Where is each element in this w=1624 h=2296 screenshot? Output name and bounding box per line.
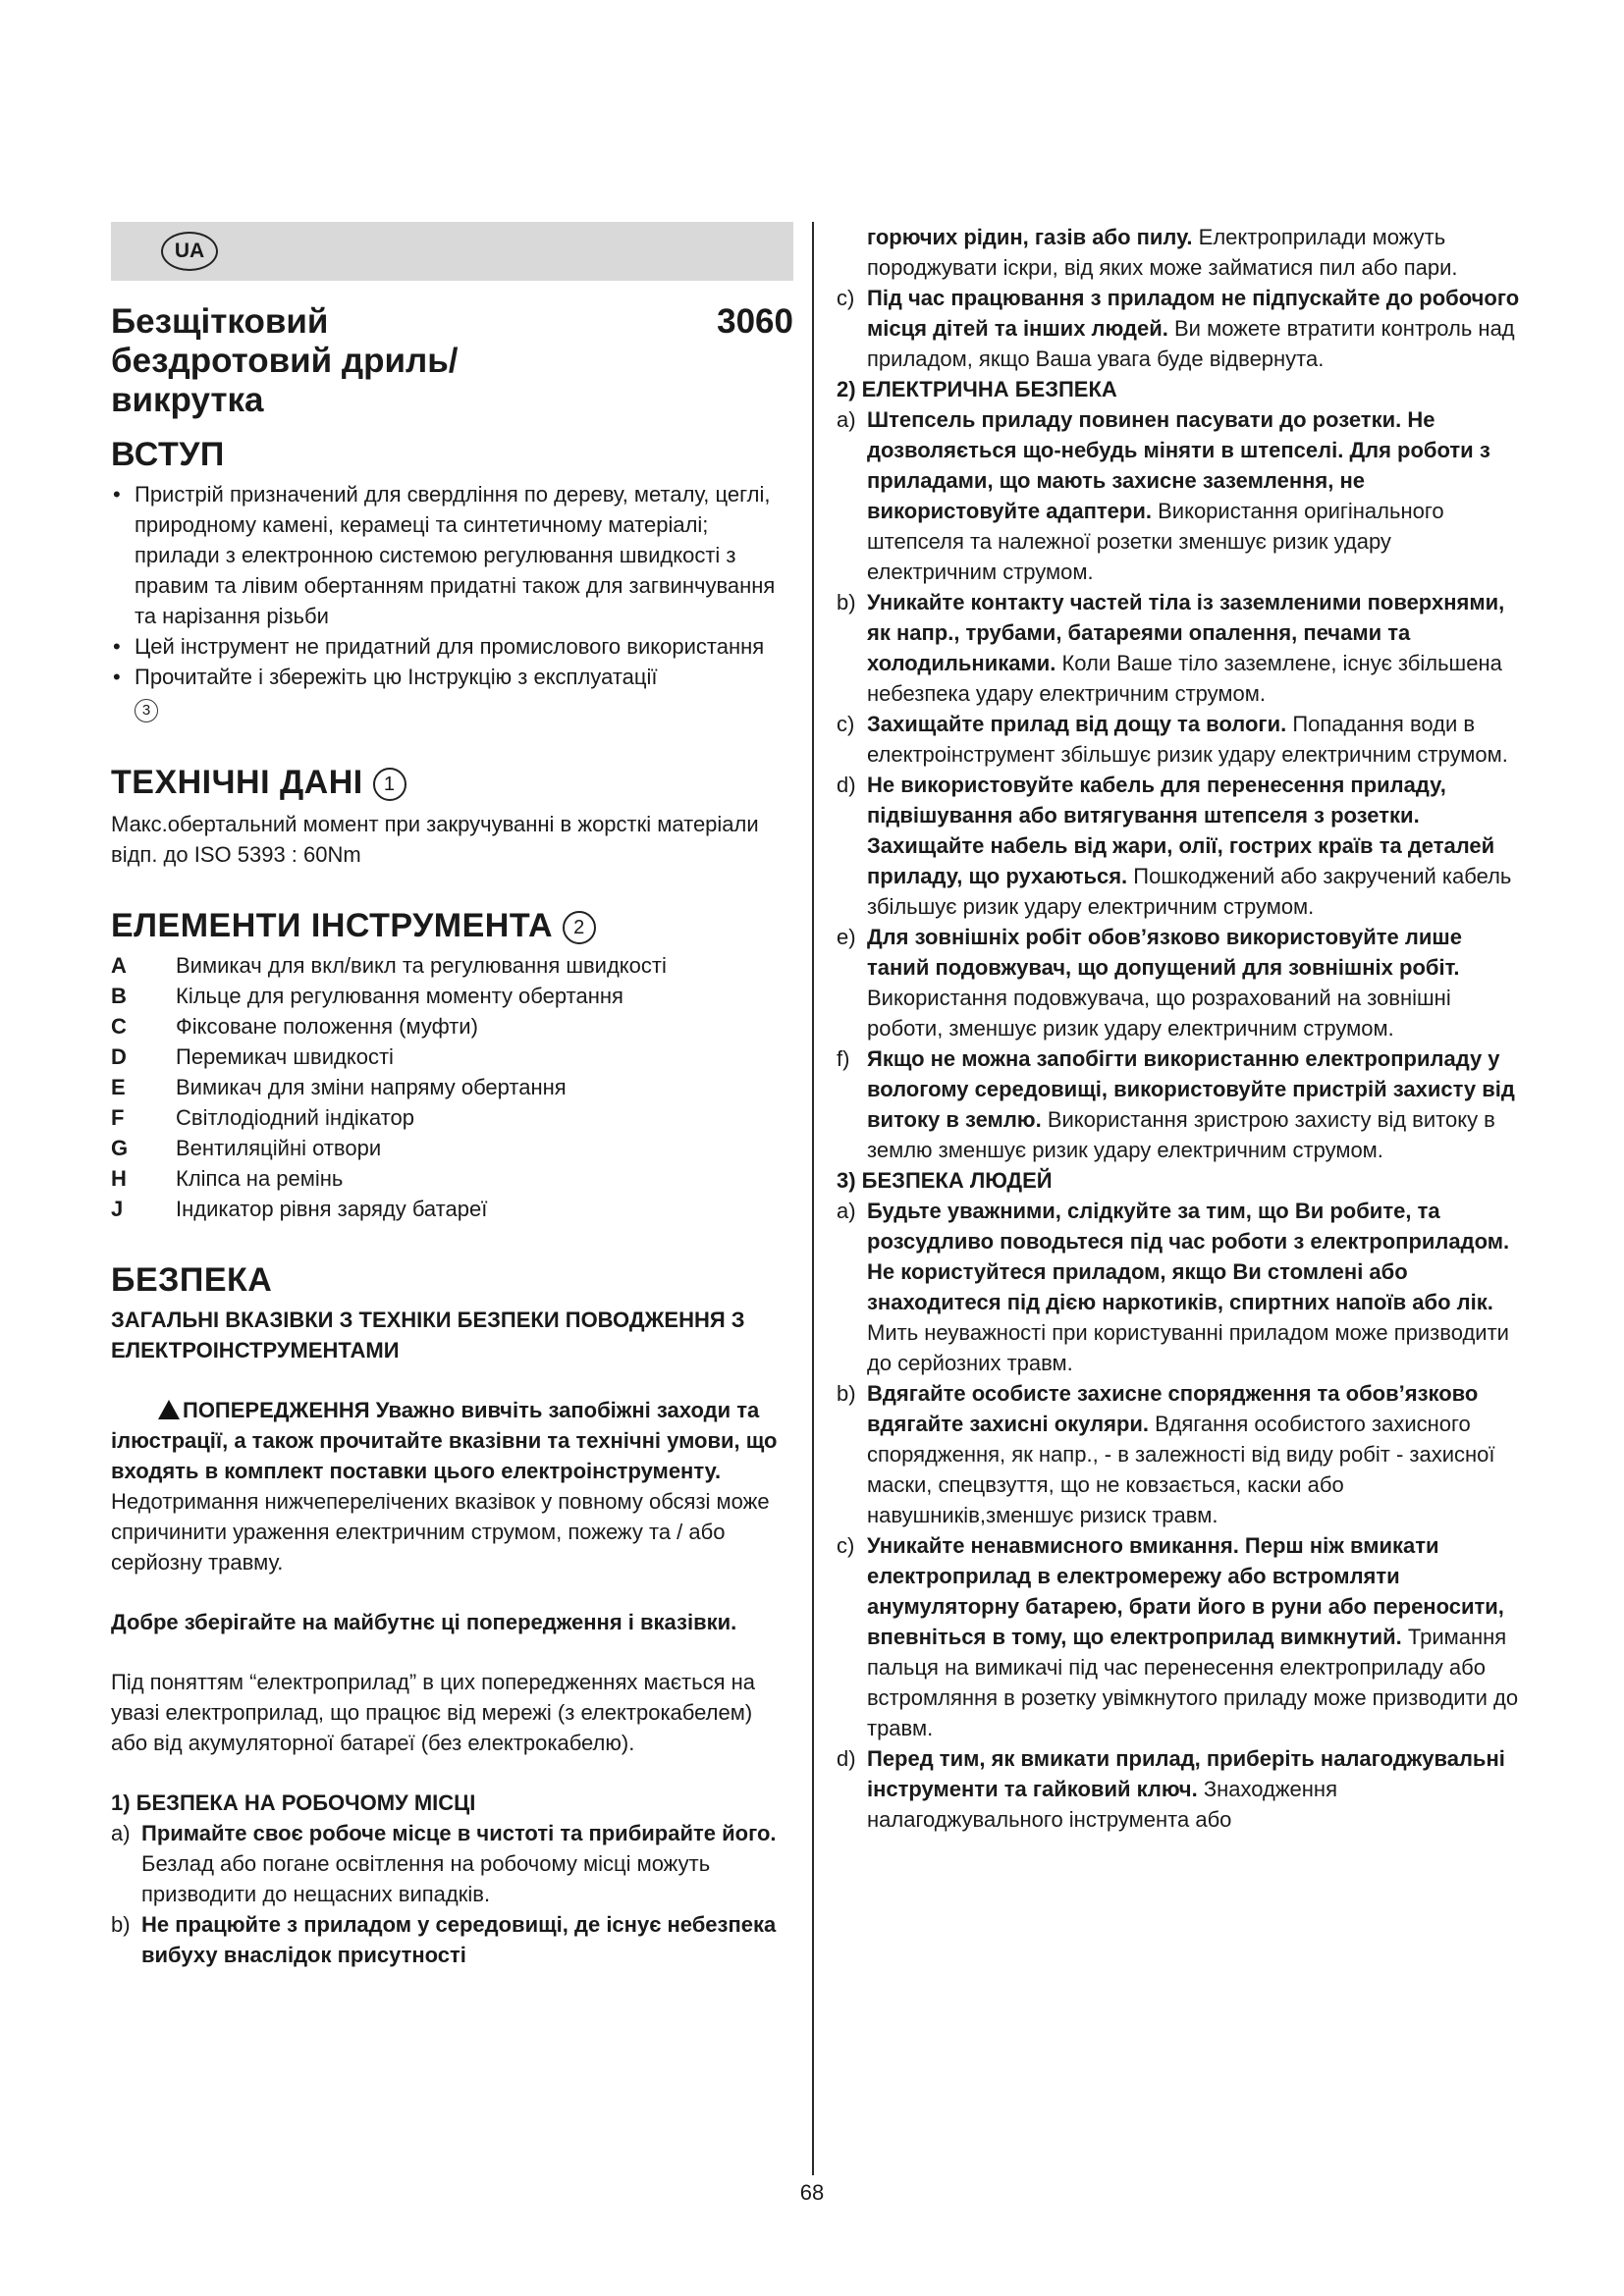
- keep-note: Добре зберігайте на майбутнє ці попередження і вказівки.: [111, 1610, 737, 1634]
- electrical-item-f: f) Якщо не можна запобігти використанню електроприладу у вологому середовищі, використовуйте пристрій захисту від витоку в землю. Використання зристрою захисту від витоку в землю зменшує ризик удару електричним струмом.: [837, 1046, 1515, 1162]
- element-row: F Світлодіодний індікатор: [111, 1105, 414, 1130]
- element-row: C Фіксоване положення (муфти): [111, 1014, 478, 1039]
- electrical-item-a: a) Штепсель приладу повинен пасувати до розетки. Не дозволяється що-небудь міняти в штепселі. Для роботи з приладами, що мають захисне заземлення, не використовуйте адаптери. Використання оригінального штепселя та належної розетки зменшує ризик удару електричним струмом.: [837, 407, 1490, 584]
- figure-ref-3: 3: [135, 699, 158, 722]
- personal-heading: 3) БЕЗПЕКА ЛЮДЕЙ: [837, 1168, 1053, 1193]
- personal-item-d: d) Перед тим, як вмикати прилад, приберіть налагоджувальні інструменти та гайковий ключ. Знаходження налагоджувального інструмента або: [837, 1746, 1505, 1832]
- work-area-item-b-cont: горючих рідин, газів або пилу. Електроприлади можуть породжувати іскри, від яких може займатися пил або пари.: [867, 225, 1458, 280]
- elements-list: [111, 950, 793, 1224]
- electrical-item-c: c) Захищайте прилад від дощу та вологи. Попадання води в електроінструмент збільшує ризик удару електричним струмом.: [837, 712, 1508, 767]
- title-row: [111, 302, 793, 420]
- tech-heading: ТЕХНІЧНІ ДАНІ 1: [111, 762, 793, 803]
- personal-item-a: a) Будьте уважними, слідкуйте за тим, що Ви робите, та розсудливо поводьтеся під час роботи з електроприладом. Не користуйтеся приладом, якщо Ви стомлені або знаходитеся під дією наркотиків, спиртних напоїв або лік. Мить неуважності при користуванні приладом може призводити до серйозних травм.: [837, 1199, 1510, 1375]
- title-line: бездротовий дриль/: [111, 342, 459, 380]
- title-line: Безщітковий: [111, 302, 329, 341]
- intro-list: [111, 479, 793, 722]
- element-row: A Вимикач для вкл/викл та регулювання швидкості: [111, 953, 667, 978]
- work-area-item-c: c) Під час працювання з приладом не підпускайте до робочого місця дітей та інших людей. Ви можете втратити контроль над приладом, якщо Ваша увага буде відвернута.: [837, 286, 1520, 371]
- language-bar: [111, 222, 793, 281]
- intro-bullet: • Цей інструмент не придатний для промислового використання: [111, 631, 793, 662]
- work-area-item-a: a) Примайте своє робоче місце в чистоті та прибирайте його. Безлад або погане освітлення на робочому місці можуть призводити до нещасних випадків.: [111, 1821, 777, 1906]
- title-line: викрутка: [111, 381, 264, 419]
- element-row: B Кільце для регулювання моменту обертання: [111, 984, 623, 1008]
- work-area-heading: 1) БЕЗПЕКА НА РОБОЧОМУ МІСЦІ: [111, 1790, 476, 1815]
- electrical-item-e: e) Для зовнішніх робіт обов’язково використовуйте лише таний подовжувач, що допущений для зовнішніх робіт. Використання подовжувача, що розрахований на зовнішні роботи, зменшує ризик удару електричним струмом.: [837, 925, 1462, 1041]
- element-row: G Вентиляційні отвори: [111, 1136, 382, 1160]
- model-number: 3060: [717, 302, 793, 341]
- right-column: [837, 222, 1526, 1835]
- element-row: J Індикатор рівня заряду батареї: [111, 1197, 488, 1221]
- electrical-item-b: b) Уникайте контакту частей тіла із заземленими поверхнями, як напр., трубами, батареями опалення, печами та холодильниками. Коли Ваше тіло заземлене, існує збільшена небезпека удару електричним струмом.: [837, 590, 1505, 706]
- figure-ref-1: 1: [373, 768, 406, 801]
- work-area-item-b: b) Не працюйте з приладом у середовищі, де існує небезпека вибуху внаслідок присутності: [111, 1912, 777, 1967]
- intro-bullet: • Пристрій призначений для свердління по дереву, металу, цеглі, природному камені, керамеці та синтетичному матеріалі; прилади з електронною системою регулювання швидкості з правим та лівим обертанням придатні також для загвинчування та нарізання різьби: [111, 479, 793, 631]
- warning-paragraph: !ПОПЕРЕДЖЕННЯ Уважно вивчіть запобіжні заходи та ілюстрації, а також прочитайте вказівни та технічні умови, що входять в комплект поставки цього електроінструменту. Недотримання нижчеперелічених вказівок у повному обсязі може спричинити ураження електричним струмом, пожежу та / або серйозну травму.: [111, 1395, 793, 1577]
- personal-item-b: b) Вдягайте особисте захисне спорядження та обов’язково вдягайте захисні окуляри. Вдягання особистого захисного спорядження, як напр., - в залежності від виду робіт - захисної маски, спецвзуття, що не ковзається, каски або навушників,зменшує ризиск травм.: [837, 1381, 1495, 1527]
- element-row: D Перемикач швидкості: [111, 1044, 394, 1069]
- left-column: [111, 222, 793, 1970]
- language-badge: UA: [161, 232, 218, 271]
- page-number: 68: [799, 2180, 825, 2205]
- definition-paragraph: Під поняттям “електроприлад” в цих попередженнях мається на увазі електроприлад, що працює від мережі (з електрокабелем) або від акумуляторної батареї (без електрокабелю).: [111, 1670, 756, 1755]
- product-title: [111, 302, 459, 420]
- column-divider: [812, 222, 814, 2175]
- element-row: E Вимикач для зміни напряму обертання: [111, 1075, 567, 1099]
- intro-bullet: • Прочитайте і збережіть цю Інструкцію з експлуатації 3: [111, 662, 793, 722]
- personal-item-c: c) Уникайте ненавмисного вмикання. Перш ніж вмикати електроприлад в електромережу або встромляти анумуляторну батарею, брати його в руни або переносити, впевніться в тому, що електроприлад вимкнутий. Тримання пальця на вимикачі під час перенесення електроприладу або встромляння в розетку увімкнутого приладу може призводити до травм.: [837, 1533, 1519, 1740]
- elements-heading: ЕЛЕМЕНТИ ІНСТРУМЕНТА 2: [111, 905, 793, 946]
- warning-icon: [158, 1400, 180, 1419]
- electrical-heading: 2) ЕЛЕКТРИЧНА БЕЗПЕКА: [837, 377, 1117, 401]
- electrical-item-d: d) Не використовуйте кабель для перенесення приладу, підвішування або витягування штепселя з розетки. Захищайте набель від жари, олії, гостриx країв та деталей приладу, що рухаються. Пошкоджений або закручений кабель збільшує ризик удару електричним струмом.: [837, 773, 1512, 919]
- intro-heading: ВСТУП: [111, 436, 225, 473]
- tech-text: Макс.обертальний момент при закручуванні в жорсткі матеріали відп. до ISO 5393 : 60Nm: [111, 812, 759, 867]
- safety-subheading: ЗАГАЛЬНІ ВКАЗІВКИ З ТЕХНІКИ БЕЗПЕКИ ПОВОДЖЕННЯ З ЕЛЕКТРОІНСТРУМЕНТАМИ: [111, 1308, 745, 1362]
- safety-heading: БЕЗПЕКА: [111, 1261, 273, 1299]
- element-row: H Кліпса на ремінь: [111, 1166, 344, 1191]
- figure-ref-2: 2: [563, 911, 596, 944]
